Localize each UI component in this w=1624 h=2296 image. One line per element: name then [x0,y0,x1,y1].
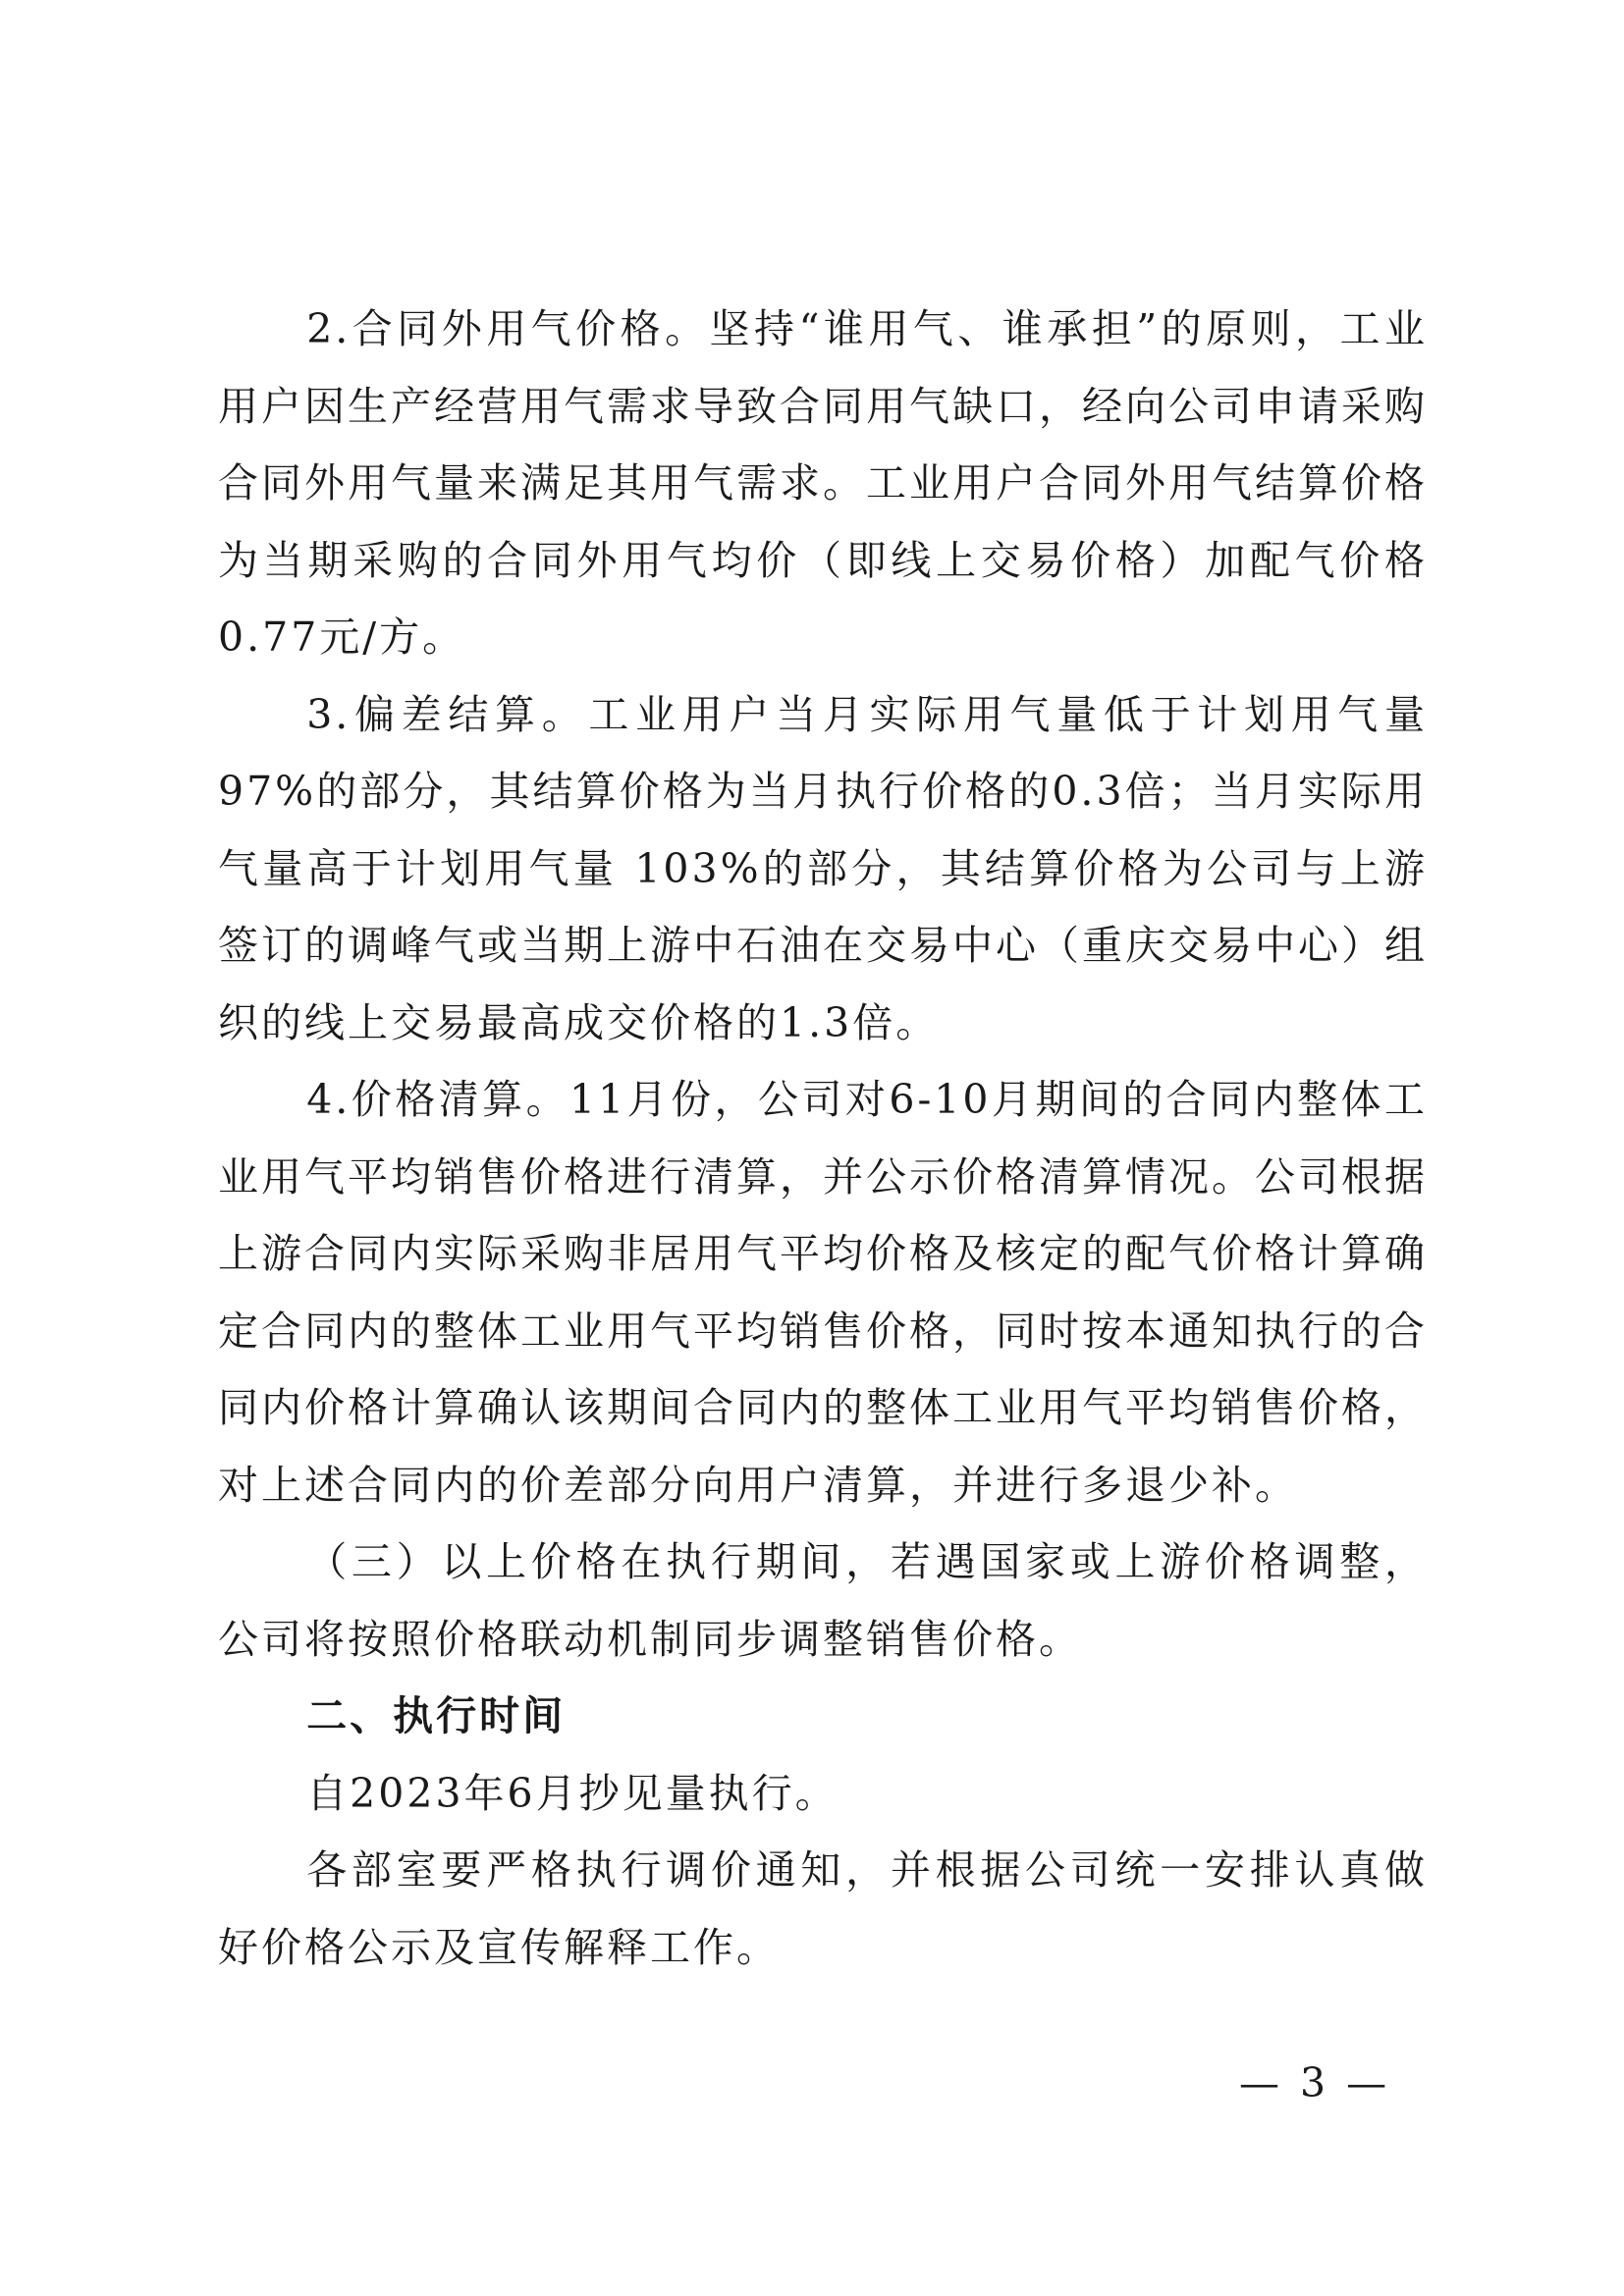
paragraph-deviation-settlement: 3.偏差结算。工业用户当月实际用气量低于计划用气量97%的部分，其结算价格为当月执行价格的0.3倍；当月实际用气量高于计划用气量 103%的部分，其结算价格为公司与上游签订的调峰气或当期上游中石油在交易中心（重庆交易中心）组织的线上交易最高成交价格的1.3倍。 [218,690,1428,1046]
document-body [218,291,1428,1986]
section-heading-execution-time: 二、执行时间 [306,1692,567,1739]
paragraph-closing-instruction: 各部室要严格执行调价通知，并根据公司统一安排认真做好价格公示及宣传解释工作。 [218,1846,1428,1971]
paragraph-price-clearing: 4.价格清算。11月份，公司对6-10月期间的合同内整体工业用气平均销售价格进行清算，并公示价格清算情况。公司根据上游合同内实际采购非居用气平均价格及核定的配气价格计算确定合同内的整体工业用气平均销售价格，同时按本通知执行的合同内价格计算确认该期间合同内的整体工业用气平均销售价格，对上述合同内的价差部分向用户清算，并进行多退少补。 [218,1076,1428,1509]
paragraph-contract-external-price: 2.合同外用气价格。坚持“谁用气、谁承担”的原则，工业用户因生产经营用气需求导致合同用气缺口，经向公司申请采购合同外用气量来满足其用气需求。工业用户合同外用气结算价格为当期采购的合同外用气均价（即线上交易价格）加配气价格0.77元/方。 [218,305,1428,661]
paragraph-execution-date: 自2023年6月抄见量执行。 [306,1769,839,1817]
paragraph-price-adjustment: （三）以上价格在执行期间，若遇国家或上游价格调整，公司将按照价格联动机制同步调整销售价格。 [218,1538,1428,1663]
page-number: — 3 — [1239,2059,1391,2107]
